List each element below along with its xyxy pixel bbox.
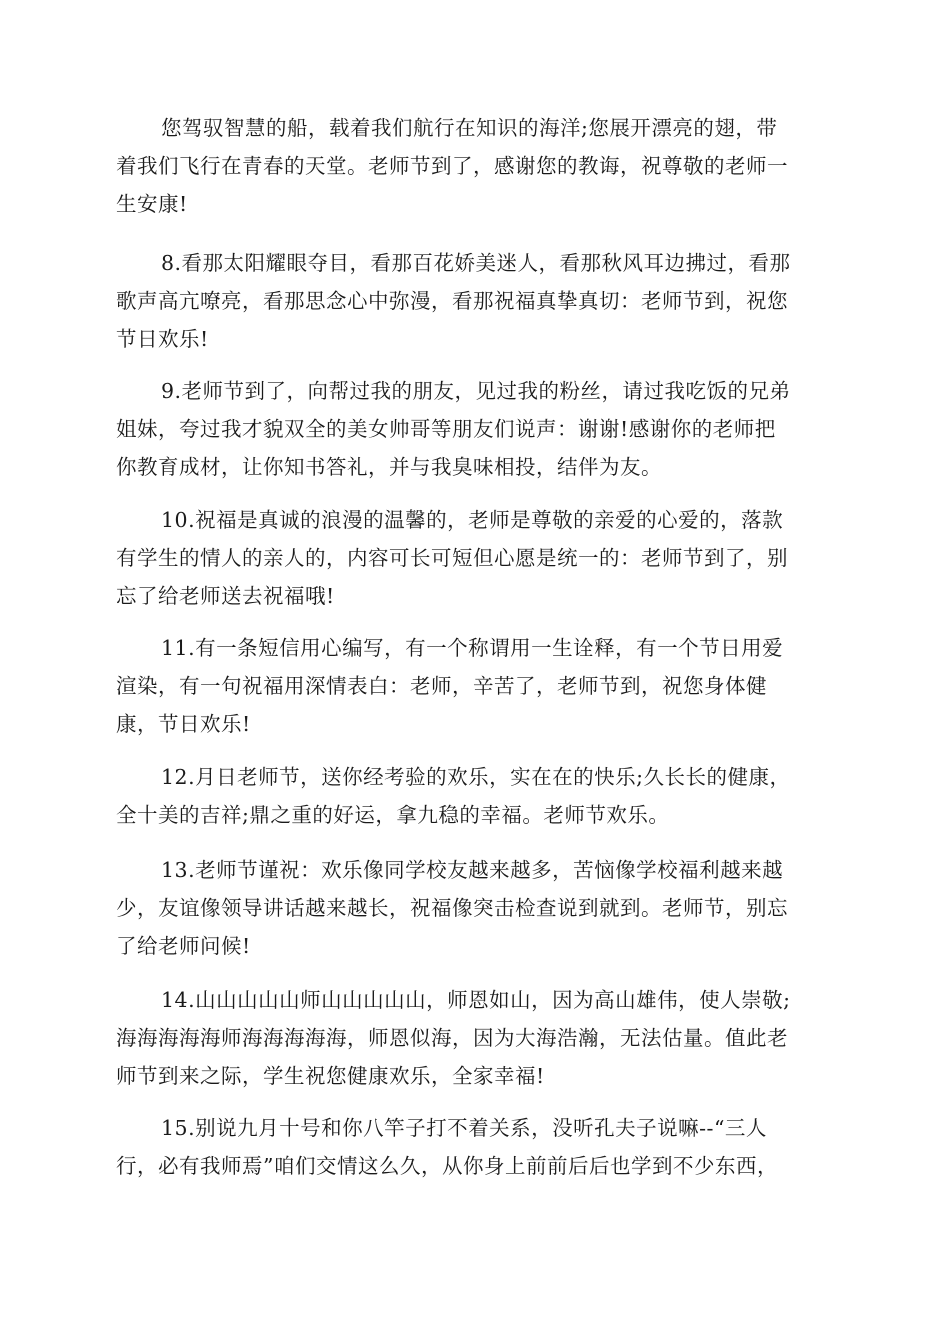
paragraph-10: 10.祝福是真诚的浪漫的温馨的，老师是尊敬的亲爱的心爱的，落款 有学生的情人的亲人的，内容可长可短但心愿是统一的：老师节到了，别 忘了给老师送去祝福哦! xyxy=(116,508,788,608)
paragraph-15: 15.别说九月十号和你八竿子打不着关系，没听孔夫子说嘛--“三人 行，必有我师焉”咱们交情这么久，从你身上前前后后也学到不少东西， xyxy=(116,1116,778,1178)
paragraph-intro: 您驾驭智慧的船，载着我们航行在知识的海洋;您展开漂亮的翅，带 着我们飞行在青春的天堂。老师节到了，感谢您的教诲，祝尊敬的老师一 生安康! xyxy=(116,116,788,216)
paragraph-14: 14.山山山山山师山山山山山，师恩如山，因为高山雄伟，使人崇敬; 海海海海海师海海海海海，师恩似海，因为大海浩瀚，无法估量。值此老 师节到来之际，学生祝您健康欢乐，全家幸福! xyxy=(116,988,791,1088)
paragraph-9: 9.老师节到了，向帮过我的朋友，见过我的粉丝，请过我吃饭的兄弟 姐妹，夸过我才貌双全的美女帅哥等朋友们说声：谢谢!感谢你的老师把 你教育成材，让你知书答礼，并与我臭味相投，结伴为友。 xyxy=(116,379,791,479)
paragraph-8: 8.看那太阳耀眼夺目，看那百花娇美迷人，看那秋风耳边拂过，看那 歌声高亢嘹亮，看那思念心中弥漫，看那祝福真挚真切：老师节到，祝您 节日欢乐! xyxy=(116,251,791,351)
paragraph-13: 13.老师节谨祝：欢乐像同学校友越来越多，苦恼像学校福利越来越 少，友谊像领导讲话越来越长，祝福像突击检查说到就到。老师节，别忘 了给老师问候! xyxy=(116,858,788,958)
paragraph-11: 11.有一条短信用心编写，有一个称谓用一生诠释，有一个节日用爱 渲染，有一句祝福用深情表白：老师，辛苦了，老师节到，祝您身体健 康，节日欢乐! xyxy=(116,636,784,736)
paragraph-12: 12.月日老师节，送你经考验的欢乐，实在在的快乐;久长长的健康， 全十美的吉祥;鼎之重的好运，拿九稳的幸福。老师节欢乐。 xyxy=(116,765,791,827)
